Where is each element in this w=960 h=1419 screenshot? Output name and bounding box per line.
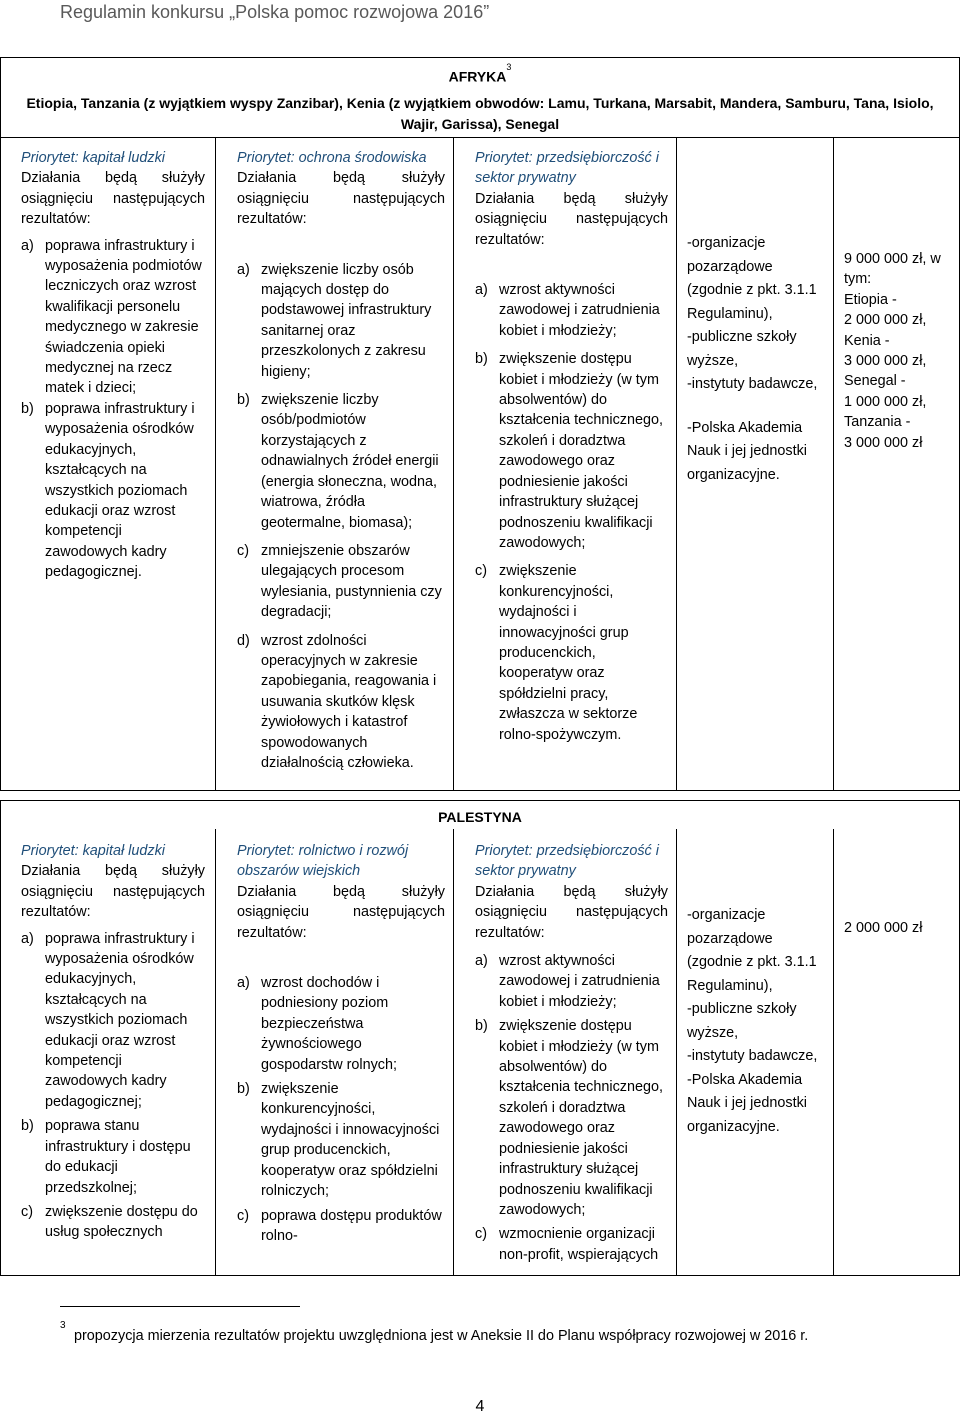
column-divider — [833, 829, 834, 1275]
palestine-table — [0, 800, 960, 1276]
priority-heading: Priorytet: przedsiębiorczość i sektor prywatny — [475, 843, 659, 880]
result-item — [475, 1224, 668, 1265]
list-line: -organizacje pozarządowe (zgodnie z pkt. 3.1.1 Regulaminu), — [687, 907, 817, 994]
item-text: wzrost aktywności zawodowej i zatrudnienia kobiet i młodzieży; — [499, 282, 660, 339]
item-label: a) — [475, 953, 488, 970]
list-line: 2 000 000 zł, — [844, 312, 927, 329]
item-label: a) — [237, 261, 250, 278]
africa-table — [0, 57, 960, 791]
results-intro: Działania będą służyły osiągnięciu następujących rezultatów: — [475, 883, 668, 941]
results-intro: Działania będą służyły osiągnięciu następujących rezultatów: — [21, 863, 205, 921]
result-item — [475, 280, 668, 341]
palestine-col-agriculture — [237, 841, 445, 1246]
item-label: c) — [475, 1226, 487, 1243]
item-text: poprawa infrastruktury i wyposażenia podmiotów leczniczych oraz wzrost kwalifikacji personelu medycznego w zakresie świadczenia opieki medycznej na rzecz matek i dzieci; — [45, 237, 202, 397]
list-line: Kenia - — [844, 332, 890, 349]
item-label: b) — [21, 1118, 34, 1135]
result-item — [21, 236, 205, 399]
list-line: -Polska Akademia Nauk i jej jednostki organizacyjne. — [687, 419, 807, 483]
list-line: Tanzania - — [844, 414, 911, 431]
item-text: poprawa dostępu produktów rolno- — [261, 1207, 442, 1244]
column-divider — [453, 829, 454, 1275]
africa-title-text: AFRYKA — [448, 68, 507, 85]
item-label: b) — [237, 392, 250, 409]
priority-heading: Priorytet: kapitał ludzki — [21, 843, 165, 859]
priority-heading: Priorytet: kapitał ludzki — [21, 150, 165, 166]
palestine-col-private-sector — [475, 841, 668, 1265]
palestine-col-eligible-entities — [687, 904, 827, 1139]
result-item — [237, 541, 445, 623]
africa-col-private-sector — [475, 148, 668, 745]
list-line: -publiczne szkoły wyższe, — [687, 1001, 797, 1041]
priority-heading: Priorytet: rolnictwo i rozwój obszarów wiejskich — [237, 843, 409, 880]
item-text: zmniejszenie obszarów ulegających procesom wylesiania, pustynnienia czy degradacji; — [261, 542, 442, 621]
list-line: Senegal - — [844, 373, 906, 390]
column-divider — [676, 137, 677, 790]
footnote-separator — [60, 1306, 300, 1307]
footnote-ref: 3 — [506, 62, 512, 72]
item-text: zwiększenie dostępu do usług społecznych — [45, 1203, 198, 1241]
item-text: zwiększenie konkurencyjności, wydajności i innowacyjności grup producenckich, kooperatyw oraz spółdzielni pracy, zwłaszcza w sektorze rolno-spożywczym. — [499, 563, 638, 743]
item-label: b) — [475, 1018, 488, 1035]
priority-heading: Priorytet: przedsiębiorczość i sektor prywatny — [475, 150, 659, 187]
result-item — [237, 1079, 445, 1201]
palestine-col-human-capital — [21, 841, 205, 1243]
item-text: zwiększenie liczby osób/podmiotów korzystających z odnawialnych źródeł energii (energia słoneczna, wodna, wiatrowa, źródła geotermalne, biomasa); — [261, 392, 439, 531]
column-divider — [215, 137, 216, 790]
item-label: a) — [21, 237, 34, 254]
item-text: zwiększenie dostępu kobiet i młodzieży (w tym absolwentów) do kształcenia technicznego, szkoleń i doradztwa zawodowego oraz podniesienie jakości infrastruktury służącej podnoszeniu kwalifikacji zawodowych; — [499, 351, 663, 551]
africa-col-budget — [844, 249, 956, 453]
result-item — [21, 1202, 205, 1243]
column-divider — [676, 829, 677, 1275]
item-text: wzrost aktywności zawodowej i zatrudnienia kobiet i młodzieży; — [499, 953, 660, 1010]
result-item — [237, 631, 445, 774]
footnote-text: propozycja mierzenia rezultatów projektu uwzględniona jest w Aneksie II do Planu współpracy rozwojowej w 2016 r. — [74, 1328, 809, 1344]
result-item — [475, 951, 668, 1012]
item-label: b) — [21, 400, 34, 417]
column-divider — [833, 137, 834, 790]
result-item — [237, 390, 445, 533]
result-item — [475, 561, 668, 745]
palestine-col-budget — [844, 918, 956, 938]
item-label: c) — [237, 542, 249, 559]
list-line: Etiopia - — [844, 291, 897, 308]
results-intro: Działania będą służyły osiągnięciu następujących rezultatów: — [237, 170, 445, 228]
result-item — [237, 1206, 445, 1247]
item-label: b) — [237, 1081, 250, 1098]
list-line: -instytuty badawcze, — [687, 1048, 818, 1064]
africa-title — [1, 62, 959, 85]
row-divider — [1, 137, 959, 138]
africa-col-human-capital — [21, 148, 205, 583]
list-line: -publiczne szkoły wyższe, — [687, 329, 797, 369]
item-text: poprawa stanu infrastruktury i dostępu do edukacji przedszkolnej; — [45, 1118, 191, 1196]
item-text: zwiększenie konkurencyjności, wydajności i innowacyjności grup producenckich, kooperatyw oraz spółdzielni rolniczych; — [261, 1081, 440, 1200]
list-line: -instytuty badawcze, — [687, 376, 818, 392]
item-text: wzrost zdolności operacyjnych w zakresie zapobiegania, reagowania i usuwania skutków klęsk żywiołowych i katastrof spowodowanych działalnością człowieka. — [261, 632, 437, 771]
item-label: c) — [21, 1203, 33, 1220]
result-item — [21, 399, 205, 583]
result-item — [237, 973, 445, 1075]
item-text: wzmocnienie organizacji non-profit, wspierających — [499, 1226, 659, 1263]
list-line: -organizacje pozarządowe (zgodnie z pkt. 3.1.1 Regulaminu), — [687, 235, 817, 322]
list-line: 1 000 000 zł, — [844, 393, 927, 410]
results-intro: Działania będą służyły osiągnięciu następujących rezultatów: — [21, 170, 205, 228]
result-item — [475, 1016, 668, 1220]
item-label: a) — [475, 282, 488, 299]
list-line: 2 000 000 zł — [844, 920, 923, 936]
column-divider — [215, 829, 216, 1275]
item-label: c) — [475, 563, 487, 580]
list-line: 9 000 000 zł, w tym: — [844, 251, 941, 288]
column-divider — [453, 137, 454, 790]
africa-col-environment — [237, 148, 445, 773]
list-line: -Polska Akademia Nauk i jej jednostki organizacyjne. — [687, 1071, 807, 1135]
results-intro: Działania będą służyły osiągnięciu następujących rezultatów: — [237, 883, 445, 941]
results-intro: Działania będą służyły osiągnięciu następujących rezultatów: — [475, 190, 668, 248]
list-line: 3 000 000 zł, — [844, 353, 927, 370]
item-label: a) — [21, 930, 34, 947]
document-header: Regulamin konkursu „Polska pomoc rozwojowa 2016” — [60, 2, 490, 22]
result-item — [237, 260, 445, 382]
footnote-mark: 3 — [60, 1320, 66, 1331]
list-line: 3 000 000 zł — [844, 434, 923, 451]
item-text: wzrost dochodów i podniesiony poziom bezpieczeństwa żywnościowego gospodarstw rolnych; — [261, 975, 397, 1073]
result-item — [21, 1116, 205, 1198]
page-number: 4 — [475, 1398, 485, 1415]
africa-col-eligible-entities — [687, 232, 825, 487]
item-text: poprawa infrastruktury i wyposażenia ośrodków edukacyjnych, kształcących na wszystkich poziomach edukacji oraz wzrost kompetencji zawodowych kadry pedagogicznej. — [45, 400, 195, 581]
item-text: zwiększenie liczby osób mających dostęp do podstawowej infrastruktury sanitarnej oraz przeszkolonych z zakresu higieny; — [261, 261, 432, 380]
result-item — [475, 349, 668, 553]
result-item — [21, 929, 205, 1113]
item-label: c) — [237, 1207, 249, 1224]
item-label: a) — [237, 975, 250, 992]
priority-heading: Priorytet: ochrona środowiska — [237, 150, 427, 166]
item-label: d) — [237, 632, 250, 649]
africa-countries: Etiopia, Tanzania (z wyjątkiem wyspy Zanzibar), Kenia (z wyjątkiem obwodów: Lamu, Turkana, Marsabit, Mandera, Samburu, Tana, Isiolo, Wajir, Garissa), Senegal — [26, 95, 934, 132]
item-text: poprawa infrastruktury i wyposażenia ośrodków edukacyjnych, kształcących na wszystkich poziomach edukacji oraz wzrost kompetencji zawodowych kadry pedagogicznej; — [45, 930, 195, 1110]
item-text: zwiększenie dostępu kobiet i młodzieży (w tym absolwentów) do kształcenia technicznego, szkoleń i doradztwa zawodowego oraz podniesienie jakości infrastruktury służącej podnoszeniu kwalifikacji zawodowych; — [499, 1018, 663, 1218]
item-label: b) — [475, 351, 488, 368]
palestine-title: PALESTYNA — [438, 809, 522, 825]
